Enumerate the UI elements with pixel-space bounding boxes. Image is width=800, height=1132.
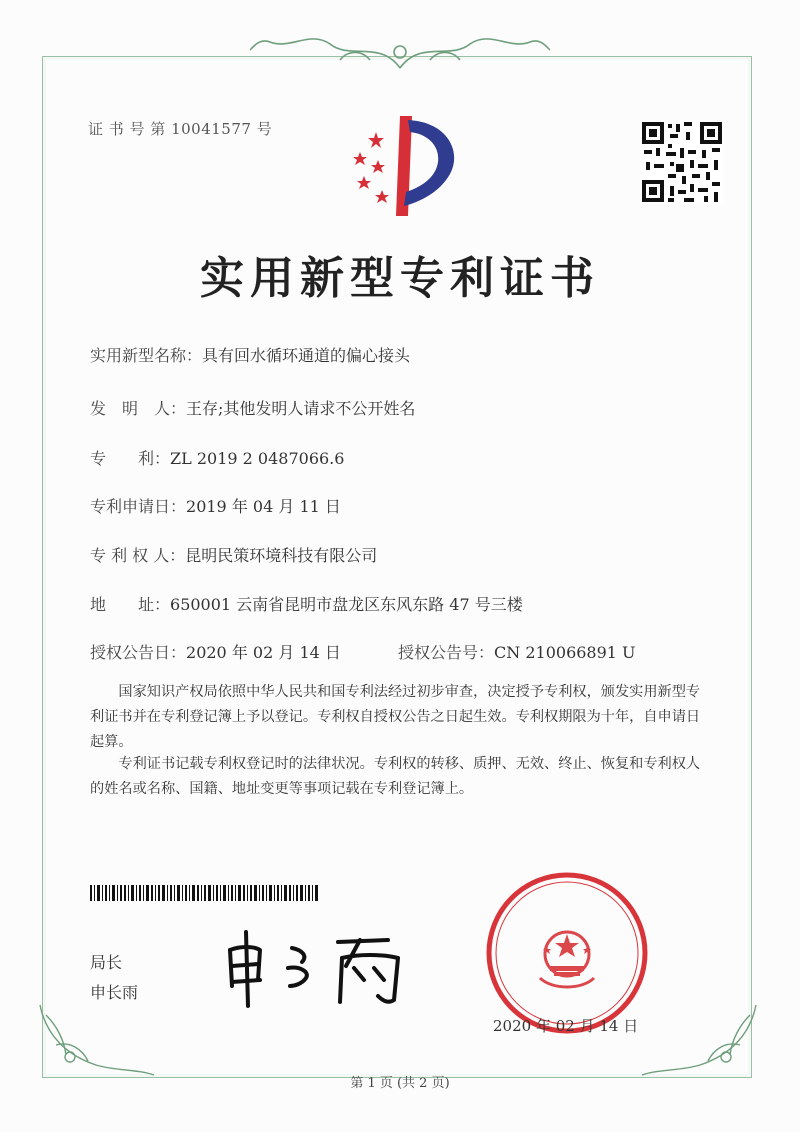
barcode-icon	[90, 885, 320, 901]
field-value: CN 210066891 U	[494, 643, 636, 662]
official-seal-icon	[482, 868, 652, 1038]
certificate-number: 证 书 号 第 10041577 号	[88, 120, 273, 138]
field-label: 专利申请日：	[90, 497, 187, 516]
field-value: ZL 2019 2 0487066.6	[170, 449, 345, 468]
page-title: 实用新型专利证书	[200, 253, 600, 304]
field-value: 650001 云南省昆明市盘龙区东风东路 47 号三楼	[170, 595, 523, 614]
field-label: 专 利 权 人：	[90, 546, 186, 565]
signatory-name: 申长雨	[90, 983, 139, 1002]
field-label: 地 址：	[90, 595, 171, 614]
cnipa-logo-icon	[338, 112, 468, 222]
field-label: 授权公告号：	[398, 643, 495, 662]
certificate-statement-paragraph: 国家知识产权局依照中华人民共和国专利法经过初步审查，决定授予专利权，颁发实用新型专利证书并在专利登记簿上予以登记。专利权自授权公告之日起生效。专利权期限为十年，自申请日起算。	[90, 684, 701, 750]
field-label: 专 利：	[90, 449, 171, 468]
signatory-title: 局长	[90, 953, 123, 972]
field-inventor	[90, 396, 415, 419]
field-value: 2019 年 04 月 11 日	[186, 497, 341, 516]
handwritten-signature-icon	[218, 928, 418, 1008]
field-utility-model-name	[90, 343, 410, 366]
issue-date: 2020 年 02 月 14 日	[493, 1017, 639, 1035]
field-patent-number	[90, 446, 344, 469]
field-value: 2020 年 02 月 14 日	[186, 643, 341, 662]
field-value: 王存;其他发明人请求不公开姓名	[186, 399, 416, 418]
field-grant-date	[90, 640, 341, 663]
field-patentee	[90, 543, 377, 566]
field-label: 实用新型名称：	[90, 346, 203, 365]
qr-code-icon	[640, 120, 724, 204]
field-address	[90, 592, 523, 615]
field-value: 昆明民策环境科技有限公司	[185, 546, 378, 565]
field-label: 授权公告日：	[90, 643, 187, 662]
page-number: 第 1 页 (共 2 页)	[350, 1076, 450, 1091]
field-label: 发 明 人：	[90, 399, 187, 418]
field-filing-date	[90, 494, 341, 517]
legal-status-paragraph: 专利证书记载专利权登记时的法律状况。专利权的转移、质押、无效、终止、恢复和专利权人的姓名或名称、国籍、地址变更等事项记载在专利登记簿上。	[90, 756, 701, 797]
top-ornament-icon	[250, 30, 550, 72]
field-grant-number	[398, 640, 636, 663]
field-value: 具有回水循环通道的偏心接头	[202, 346, 411, 365]
